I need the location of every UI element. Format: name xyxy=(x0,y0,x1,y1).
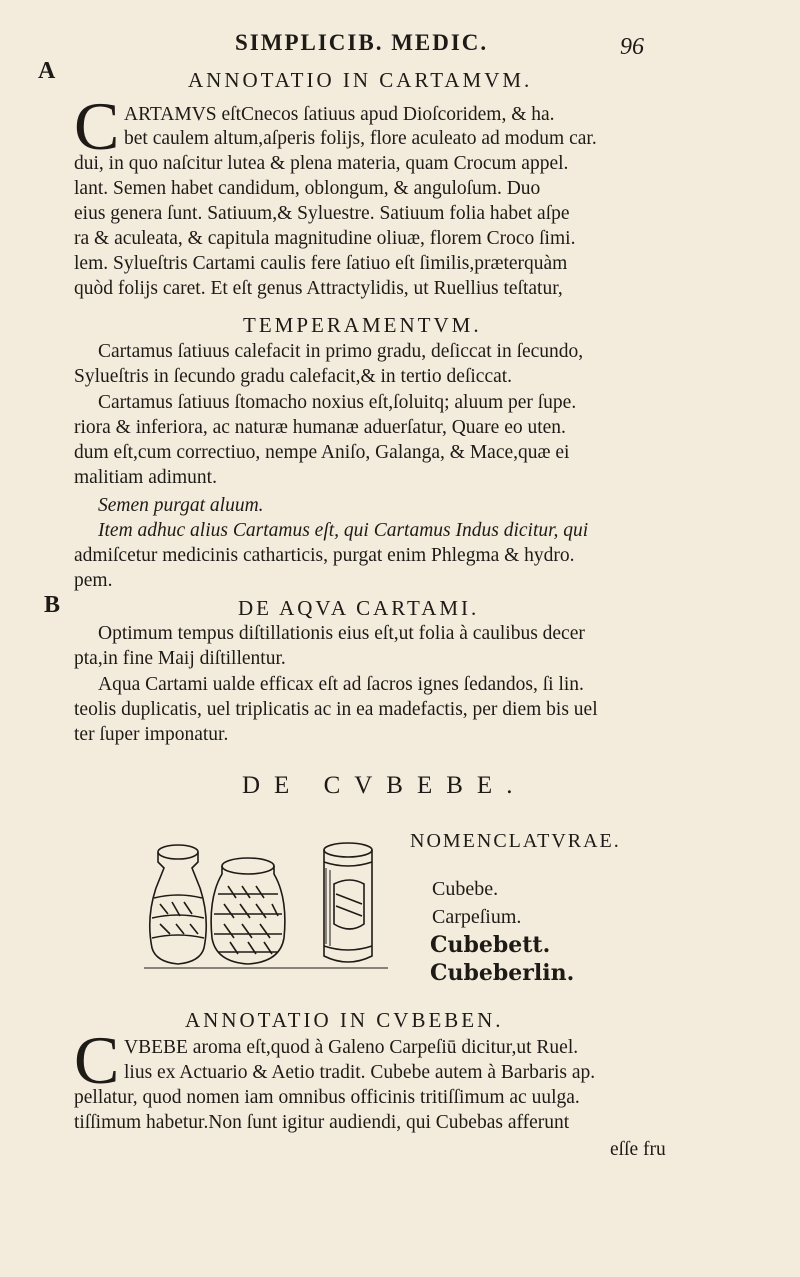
name-german: Cubeberlin. xyxy=(430,960,575,986)
text-line: eius genera ſunt. Satiuum,& Syluestre. Satiuum folia habet aſpe xyxy=(74,203,570,224)
margin-letter-a: A xyxy=(38,58,56,84)
section-heading-temperamentum: TEMPERAMENTVM. xyxy=(243,313,482,337)
page-number: 96 xyxy=(620,34,644,60)
margin-letter-b: B xyxy=(44,592,61,618)
drop-cap: C xyxy=(74,1022,120,1098)
text-line: pellatur, quod nomen iam omnibus officinis tritiſſimum ac uulga. xyxy=(74,1087,580,1108)
name-german: Cubebett. xyxy=(430,932,551,958)
text-line: riora & inferiora, ac naturæ humanæ aduerſatur, Quare eo uten. xyxy=(74,417,566,438)
text-line: Sylueſtris in ſecundo gradu calefacit,& in tertio deſiccat. xyxy=(74,366,513,387)
text-line: pem. xyxy=(74,570,113,591)
text-line: ARTAMVS eſtCnecos ſatiuus apud Dioſcoridem, & ha. xyxy=(124,104,555,125)
apothecary-jars-woodcut xyxy=(138,838,398,978)
text-line: tiſſimum habetur.Non ſunt igitur audiendi, qui Cubebas afferunt xyxy=(74,1112,570,1133)
text-line: Aqua Cartami ualde efficax eſt ad ſacros ignes ſedandos, ſi lin. xyxy=(98,674,584,695)
text-line: lant. Semen habet candidum, oblongum, & anguloſum. Duo xyxy=(74,178,541,199)
text-line: bet caulem altum,aſperis folijs, flore aculeato ad modum car. xyxy=(124,128,597,149)
section-heading-de-aqua-cartami: DE AQVA CARTAMI. xyxy=(238,596,480,620)
text-line: teolis duplicatis, uel triplicatis ac in ea madefactis, per diem bis uel xyxy=(74,699,598,720)
text-line: admiſcetur medicinis catharticis, purgat enim Phlegma & hydro. xyxy=(74,545,575,566)
text-line: ter ſuper imponatur. xyxy=(74,724,229,745)
nomenclature-heading: NOMENCLATVRAE. xyxy=(410,830,621,852)
text-line: lius ex Actuario & Aetio tradit. Cubebe autem à Barbaris ap. xyxy=(124,1062,596,1083)
section-heading-annotatio-cartamum: ANNOTATIO IN CARTAMVM. xyxy=(188,68,533,92)
running-head-title: SIMPLICIB. MEDIC. xyxy=(235,30,489,55)
section-heading-de-cubebe: DE CVBEBE. xyxy=(242,772,527,799)
name-latin: Cubebe. xyxy=(432,878,499,900)
text-line: ra & aculeata, & capitula magnitudine oliuæ, florem Croco ſimi. xyxy=(74,228,576,249)
text-line: quòd folijs caret. Et eſt genus Attractylidis, ut Ruellius teſtatur, xyxy=(74,278,563,299)
name-latin: Carpeſium. xyxy=(432,906,522,928)
text-line: dui, in quo naſcitur lutea & plena materia, quam Crocum appel. xyxy=(74,153,569,174)
catchword: eſſe fru xyxy=(610,1139,666,1160)
text-line: Cartamus ſatiuus ſtomacho noxius eſt,ſoluitq; aluum per ſupe. xyxy=(98,392,577,413)
drop-cap: C xyxy=(74,88,120,164)
text-line: Cartamus ſatiuus calefacit in primo gradu, deſiccat in ſecundo, xyxy=(98,341,584,362)
running-head xyxy=(0,30,800,60)
text-line: VBEBE aroma eſt,quod à Galeno Carpeſiū dicitur,ut Ruel. xyxy=(124,1037,579,1058)
text-line: Semen purgat aluum. xyxy=(98,495,264,516)
text-line: malitiam adimunt. xyxy=(74,467,217,488)
section-heading-annotatio-cubeben: ANNOTATIO IN CVBEBEN. xyxy=(185,1008,504,1032)
text-line: lem. Sylueſtris Cartami caulis fere ſatiuo eſt ſimilis,præterquàm xyxy=(74,253,568,274)
text-line: Optimum tempus diſtillationis eius eſt,ut folia à caulibus decer xyxy=(98,623,585,644)
text-line: pta,in fine Maij diſtillentur. xyxy=(74,648,286,669)
text-line: Item adhuc alius Cartamus eſt, qui Cartamus Indus dicitur, qui xyxy=(98,520,589,541)
text-line: dum eſt,cum correctiuo, nempe Aniſo, Galanga, & Mace,quæ ei xyxy=(74,442,570,463)
